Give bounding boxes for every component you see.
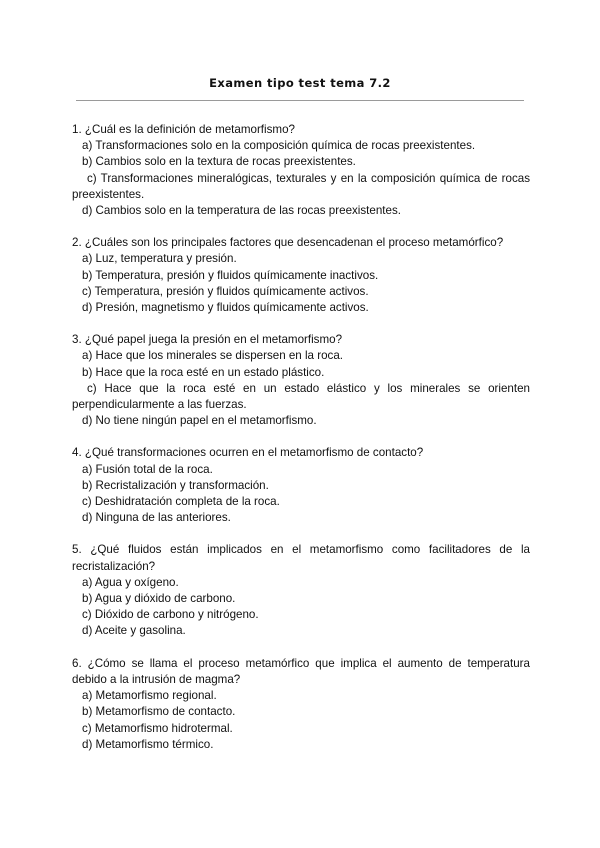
question-text: 2. ¿Cuáles son los principales factores que desencadenan el proceso metamórfico?: [72, 236, 504, 250]
option-a: a) Luz, temperatura y presión.: [82, 252, 237, 266]
option-c: c) Deshidratación completa de la roca.: [82, 495, 280, 509]
option-a: a) Transformaciones solo en la composición química de rocas preexistentes.: [82, 139, 476, 153]
option-b: b) Cambios solo en la textura de rocas preexistentes.: [82, 155, 356, 169]
question-5: [72, 542, 530, 639]
option-b: b) Temperatura, presión y fluidos químicamente inactivos.: [82, 268, 379, 282]
option-d: d) Aceite y gasolina.: [82, 624, 186, 638]
question-text: 6. ¿Cómo se llama el proceso metamórfico que implica el aumento de temperatura debido a la intrusión de magma?: [72, 656, 530, 686]
option-c: c) Hace que la roca esté en un estado elástico y los minerales se orienten perpendicularmente a las fuerzas.: [72, 381, 530, 412]
question-1: [72, 122, 530, 219]
option-c: c) Dióxido de carbono y nitrógeno.: [82, 608, 259, 622]
option-c: c) Temperatura, presión y fluidos químicamente activos.: [82, 284, 369, 298]
option-c: c) Metamorfismo hidrotermal.: [82, 721, 233, 735]
question-text: 3. ¿Qué papel juega la presión en el metamorfismo?: [72, 333, 343, 347]
question-text: 4. ¿Qué transformaciones ocurren en el metamorfismo de contacto?: [72, 446, 424, 460]
question-2: [72, 235, 530, 316]
option-d: d) Metamorfismo térmico.: [82, 737, 214, 751]
option-a: a) Fusión total de la roca.: [82, 462, 213, 476]
option-b: b) Recristalización y transformación.: [82, 478, 269, 492]
option-d: d) Cambios solo en la temperatura de las rocas preexistentes.: [82, 204, 401, 218]
option-d: d) Presión, magnetismo y fluidos químicamente activos.: [82, 301, 369, 315]
option-a: a) Hace que los minerales se dispersen en la roca.: [82, 349, 343, 363]
document-title: Examen tipo test tema 7.2: [209, 76, 391, 90]
option-b: b) Metamorfismo de contacto.: [82, 705, 236, 719]
option-b: b) Hace que la roca esté en un estado plástico.: [82, 365, 325, 379]
question-3: [72, 332, 530, 429]
question-text: 5. ¿Qué fluidos están implicados en el metamorfismo como facilitadores de la recristalización?: [72, 543, 530, 573]
option-a: a) Metamorfismo regional.: [82, 689, 217, 703]
option-a: a) Agua y oxígeno.: [82, 575, 179, 589]
question-list: [72, 122, 530, 769]
option-c: c) Transformaciones mineralógicas, texturales y en la composición química de rocas preexistentes.: [72, 171, 530, 201]
title-divider: [76, 100, 524, 101]
question-6: [72, 656, 530, 753]
question-4: [72, 445, 530, 526]
option-b: b) Agua y dióxido de carbono.: [82, 592, 236, 606]
option-d: d) Ninguna de las anteriores.: [82, 511, 231, 525]
option-d: d) No tiene ningún papel en el metamorfismo.: [82, 414, 317, 428]
question-text: 1. ¿Cuál es la definición de metamorfismo?: [72, 123, 295, 136]
